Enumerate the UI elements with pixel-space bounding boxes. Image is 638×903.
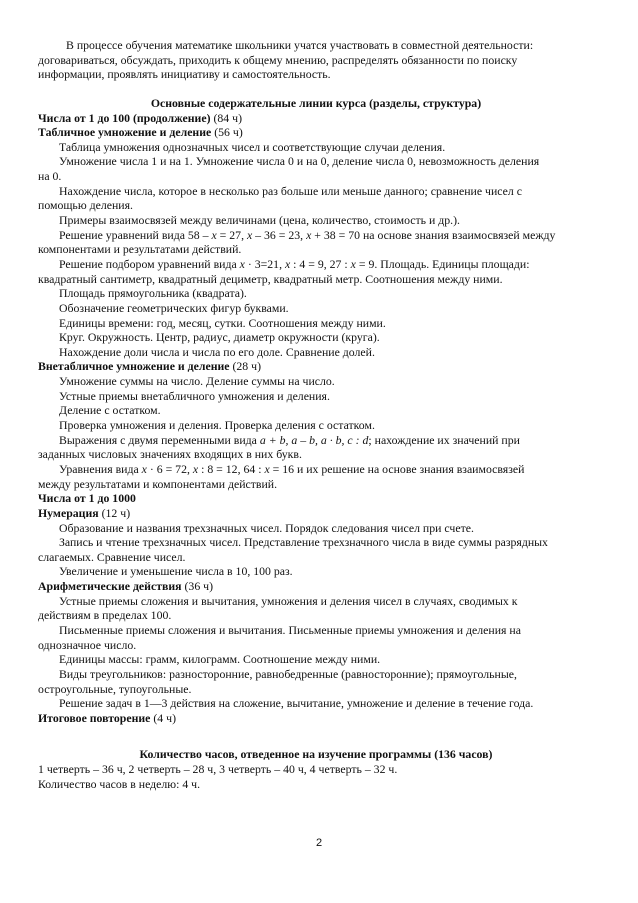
ari-hours: (36 ч) xyxy=(181,579,214,594)
ari-heading xyxy=(38,579,594,594)
text-run: – 36 = 23, xyxy=(252,227,307,242)
vne-line-5b: заданных числовых значениях входящих в них букв. xyxy=(38,447,302,462)
ari-line-1a: Устные приемы сложения и вычитания, умножения и деления чисел в случаях, сводимых к xyxy=(59,593,518,608)
part1-hours: (84 ч) xyxy=(210,110,243,125)
final-hours: (4 ч) xyxy=(150,710,176,725)
section-title-text: Основные содержательные линии курса (разделы, структура) xyxy=(150,95,482,110)
vne-line-6a xyxy=(38,462,594,477)
weekly-line: Количество часов в неделю: 4 ч. xyxy=(38,776,201,791)
ari-line-5: Решение задач в 1—3 действия на сложение, вычитание, умножение и деление в течение года. xyxy=(59,696,534,711)
num-heading xyxy=(38,506,594,521)
tab-line-1: Таблица умножения однозначных чисел и соответствующие случаи деления. xyxy=(59,139,446,154)
variable: x xyxy=(284,256,291,271)
hours-title xyxy=(38,747,594,762)
tab-line-11: Нахождение доли числа и числа по его доле. Сравнение долей. xyxy=(59,344,375,359)
tab-line-5a xyxy=(38,228,594,243)
vne-line-2: Устные приемы внетабличного умножения и деления. xyxy=(59,388,330,403)
intro-line-3: информации, проявлять инициативу и самостоятельность. xyxy=(38,67,331,82)
final-heading xyxy=(38,711,594,726)
text-run: : 8 = 12, 64 : xyxy=(198,461,265,476)
tab-line-10: Круг. Окружность. Центр, радиус, диаметр окружности (круга). xyxy=(59,330,380,345)
tab-line-4: Примеры взаимосвязей между величинами (цена, количество, стоимость и др.). xyxy=(59,213,460,228)
tab-line-3b: помощью деления. xyxy=(38,198,133,213)
text-run: · 6 = 72, xyxy=(146,461,193,476)
text-run: = 9. Площадь. Единицы площади: xyxy=(355,256,530,271)
tab-line-2a: Умножение числа 1 и на 1. Умножение числа 0 и на 0, деление числа 0, невозможность деления xyxy=(59,154,540,169)
part2-heading xyxy=(38,491,594,506)
tab-line-8: Обозначение геометрических фигур буквами. xyxy=(59,300,289,315)
vne-line-4: Проверка умножения и деления. Проверка деления с остатком. xyxy=(59,418,375,433)
variable: x xyxy=(141,461,147,476)
vne-line-3: Деление с остатком. xyxy=(59,403,161,418)
intro-line-1: В процессе обучения математике школьники учатся участвовать в совместной деятельности: xyxy=(66,38,534,52)
tab-hours: (56 ч) xyxy=(211,125,243,140)
hours-title-text: Количество часов, отведенное на изучение программы (136 часов) xyxy=(139,747,493,762)
tab-line-6a xyxy=(38,257,594,272)
tab-line-5b: компонентами и результатами действий. xyxy=(38,242,242,257)
text-run: + 38 = 70 на основе знания взаимосвязей между xyxy=(311,227,556,242)
ari-line-1b: действиям в пределах 100. xyxy=(38,608,172,623)
ari-line-2a: Письменные приемы сложения и вычитания. Письменные приемы умножения и деления на xyxy=(59,622,521,637)
quarters-line: 1 четверть – 36 ч, 2 четверть – 28 ч, 3 четверть – 40 ч, 4 четверть – 32 ч. xyxy=(38,762,398,777)
num-line-3: Увеличение и уменьшение числа в 10, 100 раз. xyxy=(59,564,293,579)
ari-line-3: Единицы массы: грамм, килограмм. Соотношение между ними. xyxy=(59,652,381,667)
ari-line-4b: остроугольные, тупоугольные. xyxy=(38,681,192,696)
vne-title: Внетабличное умножение и деление xyxy=(38,359,230,374)
text-run: · 3=21, xyxy=(244,256,285,271)
text-run: Выражения с двумя переменными вида xyxy=(59,432,260,447)
num-line-1: Образование и названия трехзначных чисел. Порядок следования чисел при счете. xyxy=(59,520,474,535)
ari-line-2b: однозначное число. xyxy=(38,637,137,652)
part2-title: Числа от 1 до 1000 xyxy=(38,491,136,506)
tab-line-9: Единицы времени: год, месяц, сутки. Соотношения между ними. xyxy=(59,315,386,330)
variable: x xyxy=(239,256,245,271)
variable: x xyxy=(246,227,253,242)
num-title: Нумерация xyxy=(38,505,99,520)
tab-line-6b: квадратный сантиметр, квадратный дециметр, квадратный метр. Соотношения между ними. xyxy=(38,271,503,286)
section-title xyxy=(38,96,594,111)
ari-title: Арифметические действия xyxy=(38,579,182,594)
intro-line-2: договариваться, обсуждать, приходить к общему мнению, распределять обязанности по поиску xyxy=(38,52,518,67)
text-run: = 16 и их решение на основе знания взаимосвязей xyxy=(269,461,525,476)
variable: x xyxy=(211,227,217,242)
vne-line-6b: между результатами и компонентами действий. xyxy=(38,476,278,491)
vne-line-1: Умножение суммы на число. Деление суммы на число. xyxy=(59,374,335,389)
part1-heading xyxy=(38,111,594,126)
vne-line-5a xyxy=(38,433,594,448)
text-run: Решение подбором уравнений вида xyxy=(59,256,240,271)
variable: x xyxy=(306,227,312,242)
tab-title: Табличное умножение и деление xyxy=(38,125,212,140)
tab-heading xyxy=(38,125,594,140)
tab-line-7: Площадь прямоугольника (квадрата). xyxy=(59,286,247,301)
variable: x xyxy=(192,461,199,476)
final-title: Итоговое повторение xyxy=(38,710,151,725)
num-hours: (12 ч) xyxy=(98,505,131,520)
spacer xyxy=(38,725,594,747)
part1-title: Числа от 1 до 100 (продолжение) xyxy=(38,110,211,125)
page-number: 2 xyxy=(315,837,323,849)
spacer xyxy=(38,82,594,96)
text-run: Решение уравнений вида 58 – xyxy=(59,227,212,242)
ari-line-4a: Виды треугольников: разносторонние, равнобедренные (равносторонние); прямоугольные, xyxy=(59,666,517,681)
page-content xyxy=(38,38,594,791)
num-line-2a: Запись и чтение трехзначных чисел. Представление трехзначного числа в виде суммы разрядных xyxy=(59,535,548,550)
text-run: ; нахождение их значений при xyxy=(368,432,520,447)
tab-line-3a: Нахождение числа, которое в несколько раз больше или меньше данного; сравнение чисел с xyxy=(59,183,522,198)
vne-heading xyxy=(38,359,594,374)
expression: a + b, a – b, a · b, c : d xyxy=(259,432,369,447)
text-run: = 27, xyxy=(216,227,247,242)
tab-line-2b: на 0. xyxy=(38,169,62,184)
num-line-2b: слагаемых. Сравнение чисел. xyxy=(38,549,186,564)
variable: x xyxy=(350,256,356,271)
text-run: Уравнения вида xyxy=(59,461,142,476)
vne-hours: (28 ч) xyxy=(229,359,262,374)
text-run: : 4 = 9, 27 : xyxy=(290,256,351,271)
variable: x xyxy=(264,461,270,476)
